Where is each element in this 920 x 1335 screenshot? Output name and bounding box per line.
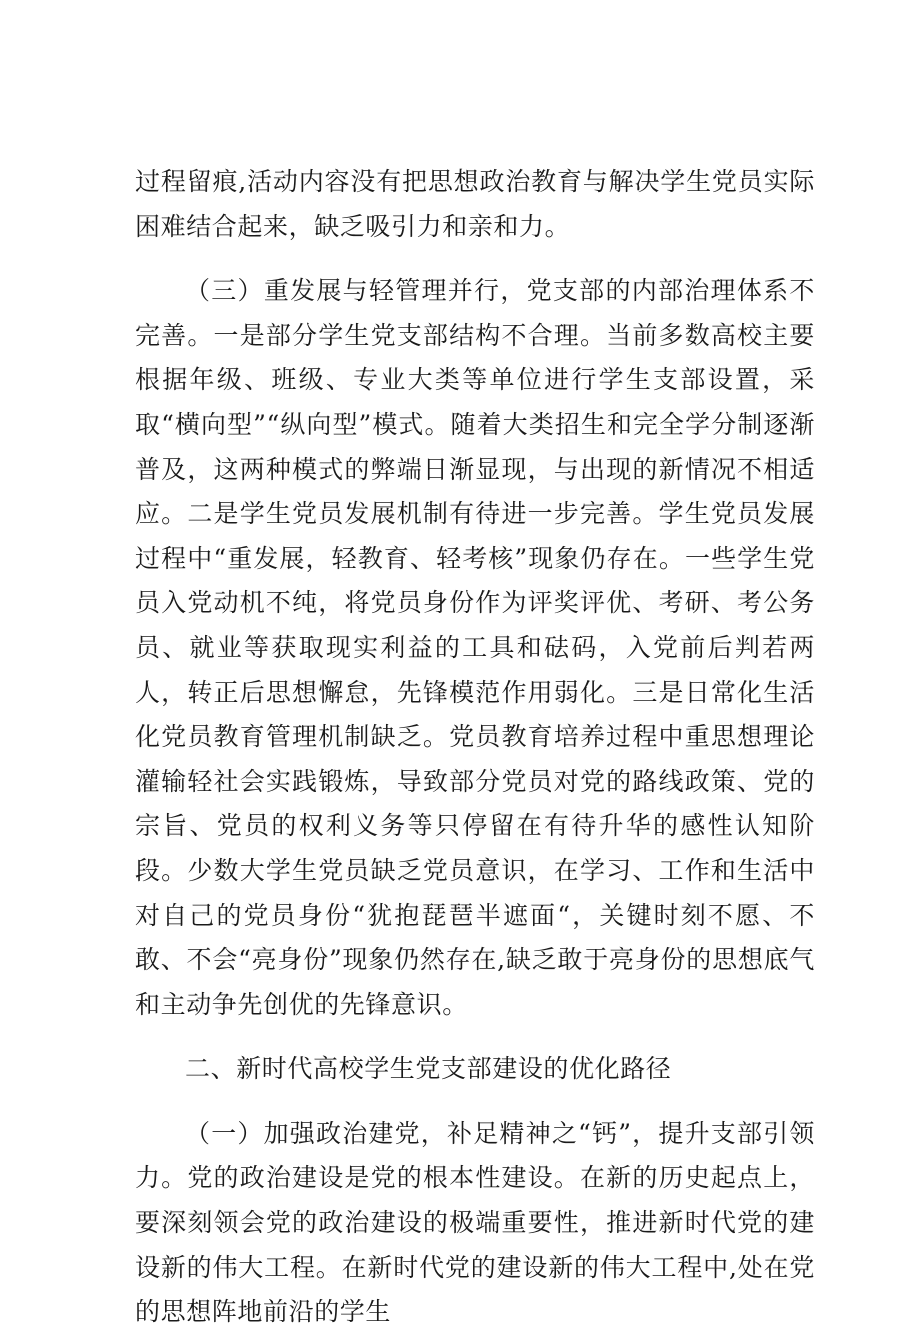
paragraph-continuation: 过程留痕,活动内容没有把思想政治教育与解决学生党员实际困难结合起来，缺乏吸引力和亲和力。	[135, 167, 815, 241]
document-body	[135, 160, 815, 1335]
paragraph-section-1: （一）加强政治建党，补足精神之“钙”，提升支部引领力。党的政治建设是党的根本性建设。在新的历史起点上，要深刻领会党的政治建设的极端重要性，推进新时代党的建设新的伟大工程。在新时代党的建设新的伟大工程中,处在党的思想阵地前沿的学生	[135, 1118, 815, 1327]
paragraph-section-3: （三）重发展与轻管理并行，党支部的内部治理体系不完善。一是部分学生党支部结构不合理。当前多数高校主要根据年级、班级、专业大类等单位进行学生支部设置，采取“横向型”“纵向型”模式。随着大类招生和完全学分制逐渐普及，这两种模式的弊端日渐显现，与出现的新情况不相适应。二是学生党员发展机制有待进一步完善。学生党员发展过程中“重发展，轻教育、轻考核”现象仍存在。一些学生党员入党动机不纯，将党员身份作为评奖评优、考研、考公务员、就业等获取现实利益的工具和砝码，入党前后判若两人，转正后思想懈怠，先锋模范作用弱化。三是日常化生活化党员教育管理机制缺乏。党员教育培养过程中重思想理论灌输轻社会实践锻炼，导致部分党员对党的路线政策、党的宗旨、党员的权利义务等只停留在有待升华的感性认知阶段。少数大学生党员缺乏党员意识，在学习、工作和生活中对自己的党员身份“犹抱琵琶半遮面“，关键时刻不愿、不敢、不会“亮身份”现象仍然存在,缺乏敢于亮身份的思想底气和主动争先创优的先锋意识。	[135, 276, 815, 1019]
section-heading-2: 二、新时代高校学生党支部建设的优化路径	[185, 1054, 672, 1084]
